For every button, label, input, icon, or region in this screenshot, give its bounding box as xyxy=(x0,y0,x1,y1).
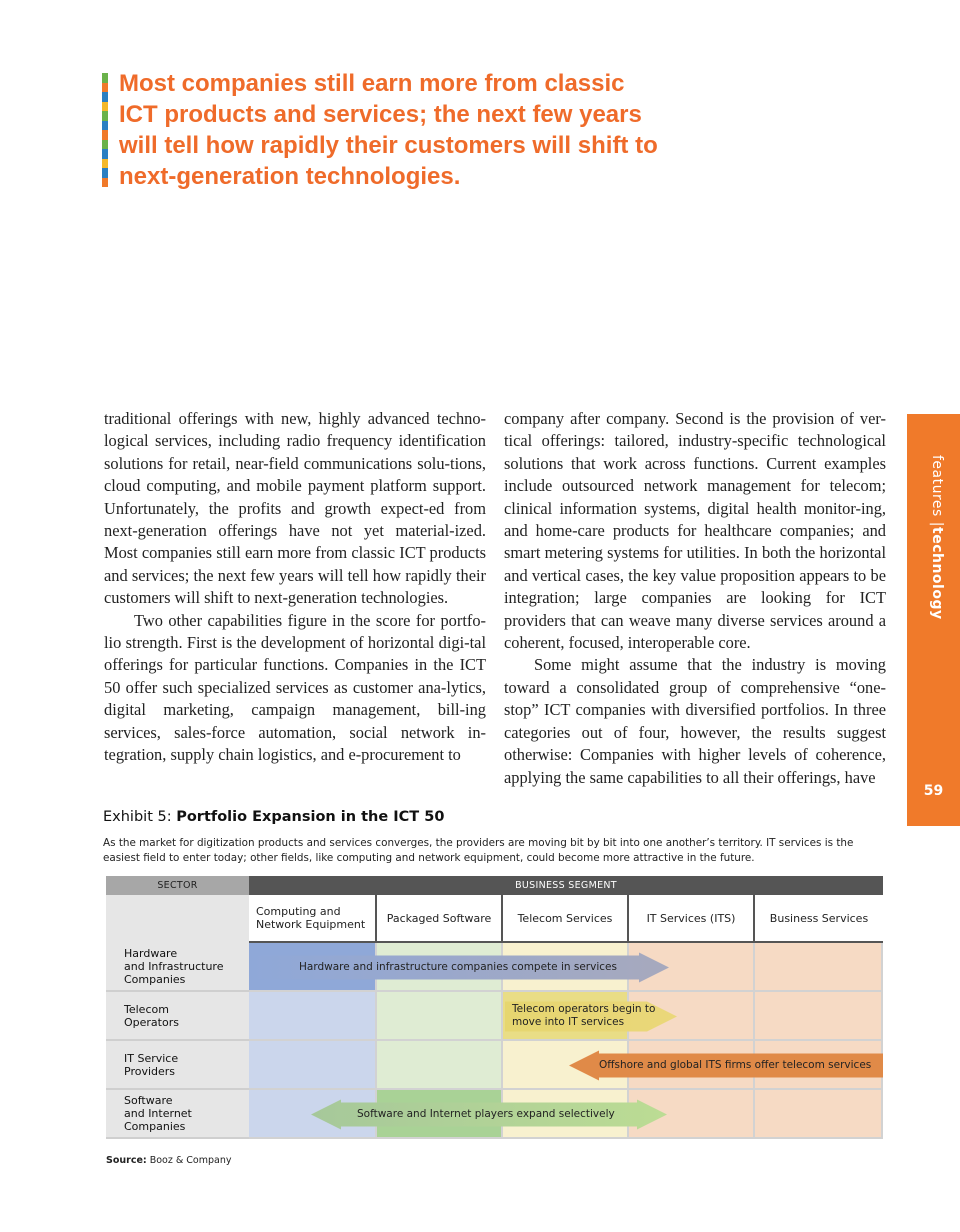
section-name: features xyxy=(929,455,945,517)
sector-header: SECTOR xyxy=(106,876,249,895)
arrow-label: Offshore and global ITS firms offer telecom services xyxy=(599,1058,872,1071)
color-bar-segment xyxy=(102,111,108,121)
body-paragraph: company after company. Second is the provision of ver-tical offerings: tailored, industry-specific technological solutions that work across functions. Current examples include outsourced network management for telecom; clinical information systems, digital health monitor-ing, and home-care products for healthcare companies; and smart metering systems for utilities. In both the horizontal and vertical cases, the key value proposition appears to be integration; large companies are looking for ICT providers that can weave many diverse services around a coherent, focused, interoperable core. xyxy=(504,409,886,653)
source-text: Booz & Company xyxy=(146,1155,232,1166)
arrow-label: Telecom operators begin to move into IT services xyxy=(512,1002,656,1028)
matrix-cell xyxy=(249,992,377,1041)
body-paragraph: Two other capabilities figure in the score for portfo-lio strength. First is the development of horizontal digi-tal offerings for particular functions. Companies in the ICT 50 offer such specialized services as customer ana-lytics, digital marketing, campaign management, bill-ing services, sales-force automation, social network in-tegration, supply chain logistics, and e-procurement to xyxy=(104,610,486,765)
matrix-cell xyxy=(755,943,883,992)
color-bar-segment xyxy=(102,130,108,140)
body-column-left xyxy=(104,408,486,767)
page-number: 59 xyxy=(923,783,944,799)
matrix-cell xyxy=(377,992,503,1041)
exhibit-label: Exhibit 5: xyxy=(103,809,177,825)
column-header: IT Services (ITS) xyxy=(629,895,755,943)
pull-quote-line: will tell how rapidly their customers will shift to xyxy=(119,132,658,159)
portfolio-matrix xyxy=(106,876,883,1139)
pull-quote-color-bar xyxy=(102,73,108,187)
pull-quote-line: next-generation technologies. xyxy=(119,163,461,190)
column-header: Telecom Services xyxy=(503,895,629,943)
color-bar-segment xyxy=(102,178,108,188)
matrix-cell xyxy=(755,992,883,1041)
body-paragraph: Some might assume that the industry is moving toward a consolidated group of comprehensive “one-stop” ICT companies with diversified portfolios. In three categories out of four, however, the results suggest otherwise: Companies with higher levels of coherence, applying the same capabilities to all their offerings, have xyxy=(504,655,886,787)
column-header: Packaged Software xyxy=(377,895,503,943)
color-bar-segment xyxy=(102,149,108,159)
row-header: Hardware and Infrastructure Companies xyxy=(106,943,249,992)
body-paragraph: traditional offerings with new, highly advanced techno-logical services, including radio frequency identification solutions for retail, near-field communications solu-tions, cloud computing, and mobile payment platform support. Unfortunately, the profits and growth expect-ed from next-generation offerings have not yet material-ized. Most companies still earn more from classic ICT products and services; the next few years will tell how rapidly their customers will shift to next-generation technologies. xyxy=(104,409,486,608)
subsection-name: technology xyxy=(929,527,945,620)
row-header: IT Service Providers xyxy=(106,1041,249,1090)
corner-cell xyxy=(106,895,249,943)
color-bar-segment xyxy=(102,140,108,150)
exhibit-heading: Portfolio Expansion in the ICT 50 xyxy=(176,809,445,825)
pull-quote-line: Most companies still earn more from classic xyxy=(119,70,625,97)
color-bar-segment xyxy=(102,83,108,93)
arrow-label: Software and Internet players expand selectively xyxy=(357,1107,615,1120)
source-note xyxy=(106,1155,232,1166)
row-header: Telecom Operators xyxy=(106,992,249,1041)
source-label: Source: xyxy=(106,1155,147,1166)
matrix-cell xyxy=(755,1090,883,1139)
body-column-right xyxy=(504,408,886,789)
color-bar-segment xyxy=(102,102,108,112)
color-bar-segment xyxy=(102,159,108,169)
arrow-label: Hardware and infrastructure companies compete in services xyxy=(299,960,617,973)
exhibit-title xyxy=(103,809,444,825)
pull-quote-line: ICT products and services; the next few years xyxy=(119,101,642,128)
column-header: Business Services xyxy=(755,895,883,943)
color-bar-segment xyxy=(102,121,108,131)
color-bar-segment xyxy=(102,92,108,102)
business-segment-header: BUSINESS SEGMENT xyxy=(249,876,883,895)
exhibit-caption: As the market for digitization products and services converges, the providers are moving bit by bit into one another’s territory. IT services is the easiest field to enter today; other fields, like computing and network equipment, could become more attractive in the future. xyxy=(103,837,854,864)
section-label xyxy=(907,455,960,635)
matrix-cell xyxy=(377,1041,503,1090)
column-header: Computing and Network Equipment xyxy=(249,895,377,943)
matrix-cell xyxy=(249,1041,377,1090)
color-bar-segment xyxy=(102,73,108,83)
color-bar-segment xyxy=(102,168,108,178)
pull-quote xyxy=(119,68,699,192)
row-header: Software and Internet Companies xyxy=(106,1090,249,1139)
section-divider: | xyxy=(929,521,945,528)
